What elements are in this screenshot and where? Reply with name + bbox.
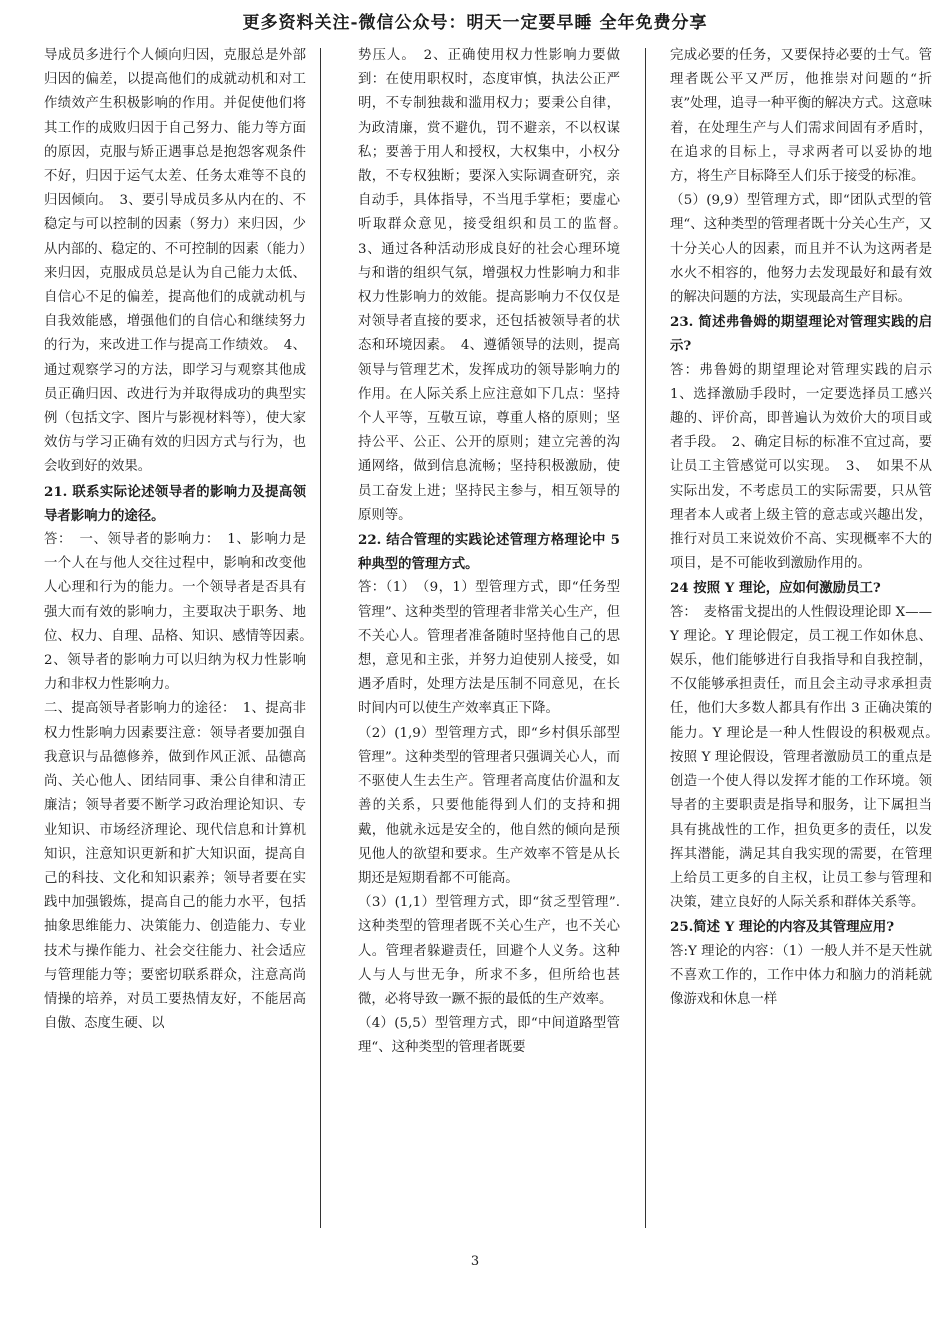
text-column-3 (670, 44, 946, 1012)
paragraph: 势压人。 2、正确使用权力性影响力要做到：在使用职权时，态度审慎，执法公正严明，不专制独裁和滥用权力；要秉公自律，为政清廉，赏不避仇，罚不避亲，不以权谋私；要善于用人和授权，大权集中，小权分散，不专权独断；要深入实际调查研究，亲自动手，具体指导，不当甩手掌柜；要虚心听取群众意见，接受组织和员工的监督。 3、通过各种活动形成良好的社会心理环境与和谐的组织气氛，增强权力性影响力和非权力性影响力的效能。提高影响力不仅仅是对领导者直接的要求，还包括被领导者的状态和环境因素。 4、遵循领导的法则，提高领导与管理艺术，发挥成功的领导影响力的作用。在人际关系上应注意如下几点：坚持个人平等，互敬互谅，尊重人格的原则；坚持公平、公正、公开的原则；建立完善的沟通网络，做到信息流畅；坚持积极激励，使员工奋发上进；坚持民主参与，相互领导的原则等。 (358, 48, 634, 523)
paragraph: 二、提高领导者影响力的途径： 1、提高非权力性影响力因素要注意：领导者要加强自我意识与品德修养，做到作风正派、品德高尚、关心他人、团结同事、秉公自律和清正廉洁；领导者要不断学习政治理论知识、专业知识、市场经济理论、现代信息和计算机知识，注意知识更新和扩大知识面，提高自己的科技、文化和知识素养；领导者要在实践中加强锻炼，提高自己的能力水平，包括抽象思维能力、决策能力、创造能力、专业技术与操作能力、社会交往能力、社会适应与管理能力等；要密切联系群众，注意高尚情操的培养，对员工要热情友好，不能居高自傲、态度生硬、以 (44, 701, 306, 1032)
paragraph: （4）(5,5）型管理方式，即“中间道路型管理“、这种类型的管理者既要 (358, 1016, 620, 1056)
paragraph: 答：（1） （9，1）型管理方式，即“任务型管理”、这种类型的管理者非常关心生产，但不关心人。管理者准备随时坚持他自己的思想，意见和主张，并努力迫使别人接受，如遇矛盾时，处理方法是压制不同意见，在长时间内可以使生产效率真正下降。 (358, 580, 620, 717)
paragraph: （3）(1,1）型管理方式，即“贫乏型管理”.这种类型的管理者既不关心生产，也不关心人。管理者躲避责任，回避个人义务。这种人与人与世无争，所求不多，但所给也甚微，必将导致一蹶不振的最低的生产效率。 (358, 895, 620, 1007)
paragraph: 答： 一、领导者的影响力： 1、影响力是一个人在与他人交往过程中，影响和改变他人心理和行为的能力。一个领导者是否具有强大而有效的影响力，主要取决于职务、地位、权力、自理、品格、知识、感情等因素。 2、领导者的影响力可以归纳为权力性影响力和非权力性影响力。 (44, 532, 320, 693)
question-heading: 25.简述 Y 理论的内容及其管理应用? (670, 919, 895, 936)
page-number: 3 (470, 1254, 480, 1269)
text-column-2 (358, 44, 634, 1061)
question-heading: 23. 简述弗鲁姆的期望理论对管理实践的启示? (670, 314, 932, 355)
paragraph: 答:Y 理论的内容：（1）一般人并不是天性就不喜欢工作的，工作中体力和脑力的消耗就像游戏和休息一样 (670, 943, 932, 1007)
question-heading: 22. 结合管理的实践论述管理方格理论中 5 种典型的管理方式。 (358, 532, 620, 573)
column-divider-left (320, 48, 321, 1228)
paragraph: （2）(1,9）型管理方式，即“乡村俱乐部型管理”。这种类型的管理者只强调关心人，而不驱使人生去生产。管理者高度估价温和友善的关系，只要他能得到人们的支持和拥戴，他就永远是安全的，他自然的倾向是预见他人的欲望和要求。生产效率不管是从长期还是短期看都不可能高。 (358, 725, 620, 886)
paragraph: 导成员多进行个人倾向归因，克服总是外部归因的偏差，以提高他们的成就动机和对工作绩效产生积极影响的作用。并促使他们将其工作的成败归因于自己努力、能力等方面的原因，克服与矫正遇事总是抱怨客观条件不好，归因于运气太差、任务太难等不良的归因倾向。 3、要引导成员多从内在的、不稳定与可以控制的因素（努力）来归因，少从内部的、稳定的、不可控制的因素（能力）来归因，克服成员总是认为自己能力太低、自信心不足的偏差，提高他们的成就动机与自我效能感，增强他们的自信心和继续努力的行为，来改进工作与提高工作绩效。 4、通过观察学习的方法，即学习与观察其他成员正确归因、改进行为并取得成功的典型实例（包括文字、图片与影视材料等），使大家效仿与学习正确有效的归因方式与行为，也会收到好的效果。 (44, 48, 306, 475)
paragraph: （5）(9,9）型管理方式，即“团队式型的管理“、这种类型的管理者既十分关心生产，又十分关心人的因素，而且并不认为这两者是水火不相容的，他努力去发现最好和最有效的解决问题的方法，实现最高生产目标。 (670, 193, 932, 306)
question-heading: 21. 联系实际论述领导者的影响力及提高领导者影响力的途径。 (44, 483, 306, 524)
column-divider-right (645, 48, 646, 1228)
paragraph: 答： 麦格雷戈提出的人性假设理论即 X——Y 理论。Y 理论假定，员工视工作如休息、娱乐，他们能够进行自我指导和自我控制，不仅能够承担责任，而且会主动寻求承担责任，他们大多数人都具有作出 3 正确决策的能力。Y 理论是一种人性假设的积极观点。 按照 Y 理论假设，管理者激励员工的重点是创造一个使人得以发挥才能的工作环境。领导者的主要职责是指导和服务，让下属担当具有挑战性的工作，担负更多的责任，以发挥其潜能，满足其自我实现的需要，在管理上给员工更多的自主权，让员工参与管理和决策，建立良好的人际关系和群体关系等。 (670, 604, 946, 911)
question-heading: 24 按照 Y 理论，应如何激励员工? (670, 580, 881, 597)
paragraph: 答：弗鲁姆的期望理论对管理实践的启示 1、选择激励手段时，一定要选择员工感兴趣的、评价高，即普遍认为效价大的项目或者手段。 2、确定目标的标准不宜过高，要让员工主管感觉可以实现。 3、 如果不从实际出发，不考虑员工的实际需要，只从管理者本人或者上级主管的意志或兴趣出发，推行对员工来说效价不高、实现概率不大的项目，是不可能收到激励作用的。 (670, 362, 946, 572)
paragraph: 完成必要的任务，又要保持必要的士气。管理者既公平又严厉，他推崇对问题的“折衷”处理，追寻一种平衡的解决方式。这意味着，在处理生产与人们需求间固有矛盾时，在追求的目标上，寻求两者可以妥协的地方，将生产目标降至人们乐于接受的标准。 (670, 48, 932, 185)
text-column-1 (44, 44, 320, 1036)
page-header: 更多资料关注-微信公众号：明天一定要早睡 全年免费分享 (242, 13, 708, 33)
